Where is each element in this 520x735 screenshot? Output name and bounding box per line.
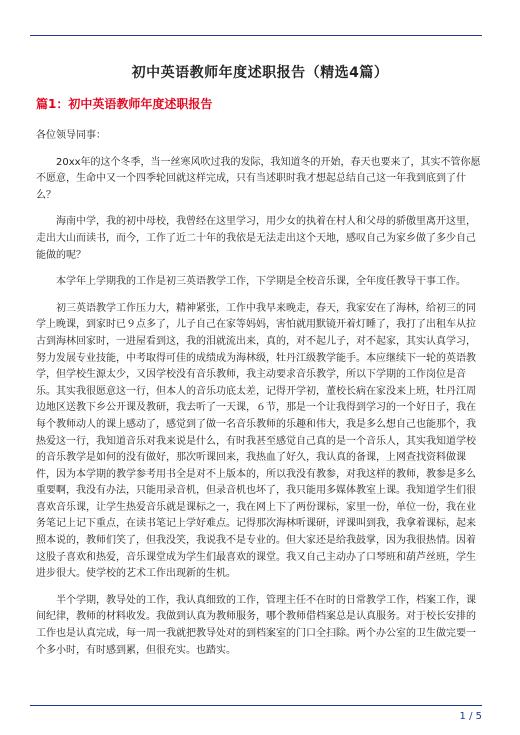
bottom-rule	[30, 705, 482, 706]
document-title: 初中英语教师年度述职报告（精选4篇）	[131, 65, 389, 81]
paragraph: 初三英语教学工作压力大，精神紧张，工作中我早来晚走，春天，我家安在了海林，给初三的同学上晚课，到家时已９点多了，儿子自己在家等妈妈，害怕就用默镜开着灯睡了，我打了出租车从拉古到海林回家时，一进屋看到这，我的泪就流出来，真的，对不起儿子，对不起家，其实认真学习，努力发展专业技能，中考取得可佳的成绩成为海林级，牡丹江级教学能手。本应继续下一轮的英语教学，但学校生源太少，又因学校没有音乐教师，我主动要求音乐教学，所以下学期的工作岗位是音乐。其实我很愿意这一行，但本人的音乐功底太差，记得开学初，董校长病在家没来上班，牡丹江周边地区送教下乡公开课及教研，我去听了一天课，６节，那是一个让我得到学习的一个好日子，我在每个教师动人的课上感动了，感觉到了做一名音乐教师的乐趣和伟大，我是多么想自己也能那个，我热爱这一行，我知道音乐对我来说是什么，有时我甚至感觉自己真的是一个音乐人，其实我知道学校的音乐教学是如何的没有做好，那次听课回来，我热血了好久，我认真的备课，上网查找资料做课件，因为本学期的教学参考用书全是对不上版本的，所以我没有教参，对我这样的教师，教参是多么重要啊，我没有办法，只能用录音机，但录音机也坏了，我只能用多媒体教室上课。我知道学生们很喜欢音乐课，让学生热爱音乐就是课标之一，我在网上下了两份课标，家里一份，单位一份，我在业务笔记上记下重点，在读书笔记上学好难点。记得那次海林听课研，评课叫到我，我拿着课标，起来照本说的，教师们笑了，但我没笑，我说我不是专业的。但大家还是给我鼓掌，因为我很热情。因着这股子喜欢和热爱，音乐课堂成为学生们最喜欢的课堂。我又自己主动办了口琴班和葫芦丝班，学生进步很大。使学校的艺术工作出现新的生机。	[36, 302, 476, 580]
section-heading: 篇1：初中英语教师年度述职报告	[36, 97, 213, 111]
paragraph: 半个学期，教导处的工作，我认真细致的工作，管理主任不在时的日常教学工作，档案工作，课间纪律，教师的材料收发。我做到认真为教师服务，哪个教师借档案总是认真服务。对于校长安排的工作也是认真完成，每一周一我就把教导处对的到档案室的门口全扫除。两个办公室的卫生做完要一个多小时，有时感到累，但很充实。也踏实。	[36, 594, 476, 656]
paragraph: 海南中学，我的初中母校，我曾经在这里学习，用少女的执着在村人和父母的骄傲里离开这里，走出大山而读书，而今，工作了近二十年的我依是无法走出这个天地，感叹自己为家乡做了多少自己能做的呢？	[36, 216, 476, 261]
document-body	[36, 128, 482, 669]
paragraph: 20xx年的这个冬季，当一丝寒风吹过我的发际，我知道冬的开始，春天也要来了，其实不管你愿不愿意，生命中又一个四季轮回就这样完成，只有当述职时我才想起总结自己这一年我到底到了什么？	[36, 156, 481, 201]
salutation: 各位领导同事：	[36, 130, 106, 141]
paragraph: 本学年上学期我的工作是初三英语教学工作，下学期是全校音乐课，全年度任教导干事工作。	[56, 276, 466, 288]
top-rule	[30, 35, 482, 36]
page-number: 1 / 5	[459, 711, 482, 722]
